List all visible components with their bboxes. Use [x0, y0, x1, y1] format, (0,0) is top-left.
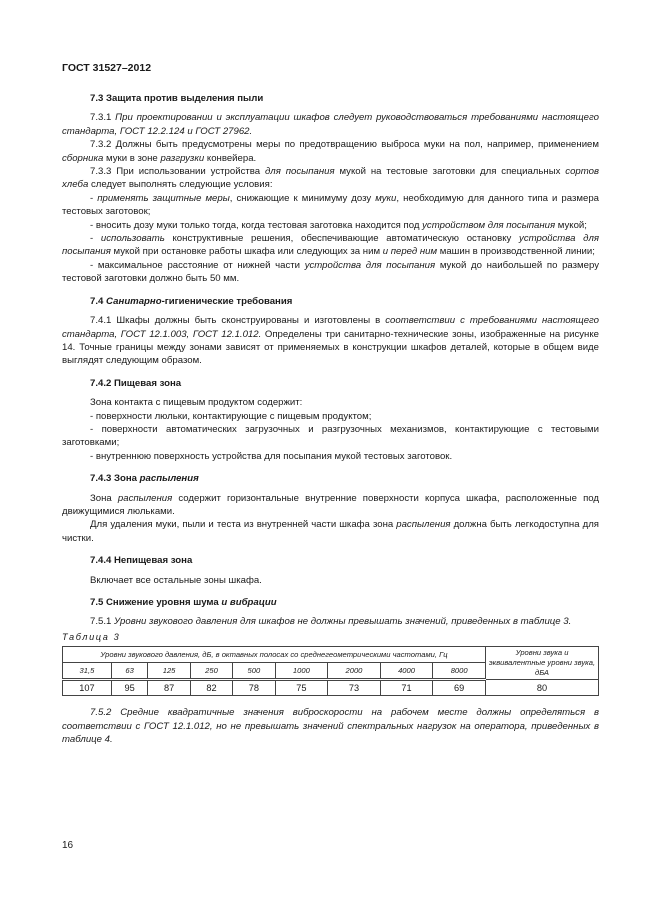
text-run: , снижающие к минимуму дозу	[229, 192, 376, 204]
text-run: мукой;	[555, 219, 587, 231]
page-number: 16	[62, 840, 74, 851]
text-run: Для удаления муки, пыли и теста из внутренней части шкафа зона	[90, 519, 397, 531]
text-run: разгрузки	[160, 152, 205, 164]
clause-text: При проектировании и эксплуатации шкафов следует руководствоваться требованиями настоящего стандарта, ГОСТ 12.2.124 и ГОСТ 27962.	[62, 112, 599, 137]
text-run: содержит горизонтальные внутренние поверхности корпуса шкафа, расположенные под движущимися люльками.	[62, 492, 599, 517]
section-heading-7-4-3	[62, 472, 599, 485]
text-run: соответствии с требованиями настоящего стандарта, ГОСТ 12.1.003, ГОСТ 12.1.012.	[62, 315, 599, 340]
text-run: , необходимую для данного типа и размера тестовых заготовок;	[62, 192, 599, 218]
text-run: конструктивные решения, обеспечивающие автоматическую остановку	[164, 233, 520, 245]
paragraph-7-3-1	[62, 111, 599, 138]
text-run: применять защитные меры	[97, 192, 230, 204]
freq-cell: 4000	[380, 663, 433, 680]
value-cell: 78	[233, 680, 275, 696]
freq-cell: 500	[233, 663, 275, 680]
table-value-row	[63, 680, 599, 696]
list-item: - поверхности люльки, контактирующие с пищевым продуктом;	[90, 410, 372, 422]
text-run: машин в производственной линии;	[437, 246, 595, 258]
paragraph: Включает все остальные зоны шкафа.	[90, 574, 262, 586]
text-run: использовать	[100, 233, 165, 245]
section-heading-7-3: 7.3 Защита против выделения пыли	[90, 93, 264, 104]
paragraph-7-5-1	[62, 615, 599, 628]
paragraph	[62, 518, 599, 545]
text-run: должна быть легкодоступна для чистки.	[62, 519, 599, 544]
text-run: -гигиенические требования	[161, 295, 293, 307]
text-run: распыления	[396, 519, 451, 531]
text-run: мукой на тестовые заготовки для специальных	[334, 166, 566, 178]
value-cell: 71	[380, 680, 433, 696]
value-cell: 87	[148, 680, 190, 696]
freq-cell: 125	[148, 663, 190, 680]
text-run: 7.4.1 Шкафы должны быть сконструированы и изготовлены в	[90, 315, 386, 327]
text-run: Санитарно	[106, 295, 162, 307]
freq-cell: 8000	[433, 663, 486, 680]
text-run: сортов хлеба	[62, 166, 599, 191]
clause-number: 7.3.1	[90, 112, 116, 124]
value-cell: 95	[111, 680, 148, 696]
document-header: ГОСТ 31527–2012	[62, 62, 152, 74]
header-cell-sound-level: Уровни звука и эквивалентные уровни звука, дБА	[486, 647, 599, 680]
text-run: мукой до наибольшей по размеру тестовой заготовки должно быть 50 мм.	[62, 259, 600, 285]
value-cell: 69	[433, 680, 486, 696]
freq-cell: 1000	[275, 663, 328, 680]
document-body	[62, 92, 599, 746]
text-run: 7.4.3 Зона	[90, 473, 140, 485]
text-run: 7.3.3 При использовании устройства	[90, 166, 265, 178]
text-run: -	[90, 192, 98, 204]
list-item	[62, 232, 599, 259]
section-heading-7-5	[62, 596, 599, 609]
header-cell-octave-levels: Уровни звукового давления, дБ, в октавных полосах со среднегеометрическими частотами, Гц	[63, 647, 486, 663]
list-item	[62, 219, 599, 232]
text-run: муки в зоне	[103, 152, 161, 164]
table-3	[62, 646, 599, 696]
text-run: 7.4	[90, 295, 107, 307]
list-item	[62, 192, 599, 219]
freq-cell: 2000	[328, 663, 381, 680]
list-item	[62, 259, 599, 286]
value-cell: 82	[190, 680, 232, 696]
paragraph: Зона контакта с пищевым продуктом содержит:	[90, 397, 303, 409]
paragraph	[62, 492, 599, 519]
value-cell: 75	[275, 680, 328, 696]
list-item: - внутреннюю поверхность устройства для посыпания мукой тестовых заготовок.	[90, 450, 453, 462]
freq-cell: 31,5	[63, 663, 112, 680]
text-run: устройства для посыпания	[62, 233, 599, 258]
text-run: следует выполнять следующие условия:	[88, 179, 273, 191]
value-cell: 107	[63, 680, 112, 696]
clause-number: 7.5.1	[90, 616, 115, 628]
freq-cell: 250	[190, 663, 232, 680]
text-run: устройством для посыпания	[422, 219, 556, 231]
paragraph-7-5-2: 7.5.2 Средние квадратичные значения виброскорости на рабочем месте должны определяться в соответствии с ГОСТ 12.1.012, но не превышать значений спектральных нагрузок на оператора, приведенных в таблице 4.	[62, 707, 599, 746]
paragraph-7-4-1	[62, 314, 599, 368]
list-item: - поверхности автоматических загрузочных и разгрузочных механизмов, контактирующие с тестовыми заготовками;	[62, 423, 599, 449]
text-run: и вибрации	[221, 597, 277, 608]
paragraph-7-3-3	[62, 165, 599, 192]
value-cell-dba: 80	[486, 680, 599, 696]
section-heading-7-4-2: 7.4.2 Пищевая зона	[90, 377, 182, 389]
text-run: - максимальное расстояние от нижней части	[90, 259, 305, 271]
text-run: мукой при остановке работы шкафа или следующих за ним	[110, 246, 383, 258]
text-run: конвейера.	[204, 152, 257, 164]
text-run: Определены три санитарно-технические зоны, изображенные на рисунке 14. Точные границы между зонами зависят от применяемых в конструкции шкафов деталей, которые в общем виде выглядят следующим образом.	[62, 328, 599, 367]
section-heading-7-4	[62, 295, 599, 308]
text-run: -	[90, 233, 101, 245]
text-run: - вносить дозу муки только тогда, когда тестовая заготовка находится под	[90, 219, 423, 231]
paragraph-7-3-2	[62, 138, 599, 165]
text-run: 7.3.2 Должны быть предусмотрены меры по предотвращению выброса муки на пол, например, применением	[90, 139, 599, 151]
table-header-row	[63, 647, 599, 663]
text-run: для посыпания	[265, 166, 335, 178]
value-cell: 73	[328, 680, 381, 696]
freq-cell: 63	[111, 663, 148, 680]
text-run: распыления	[139, 473, 199, 485]
text-run: сборника	[62, 152, 104, 164]
text-run: муки	[375, 192, 397, 204]
table-caption: Таблица 3	[62, 631, 121, 642]
text-run: и перед ним	[382, 246, 438, 258]
text-run: распыления	[117, 492, 173, 504]
text-run: устройства для посыпания	[304, 259, 436, 271]
section-heading-7-4-4: 7.4.4 Непищевая зона	[90, 555, 193, 567]
clause-text: Уровни звукового давления для шкафов не должны превышать значений, приведенных в таблице 3.	[114, 616, 572, 628]
text-run: Зона	[90, 492, 118, 504]
text-run: 7.5 Снижение уровня шума	[90, 597, 222, 608]
